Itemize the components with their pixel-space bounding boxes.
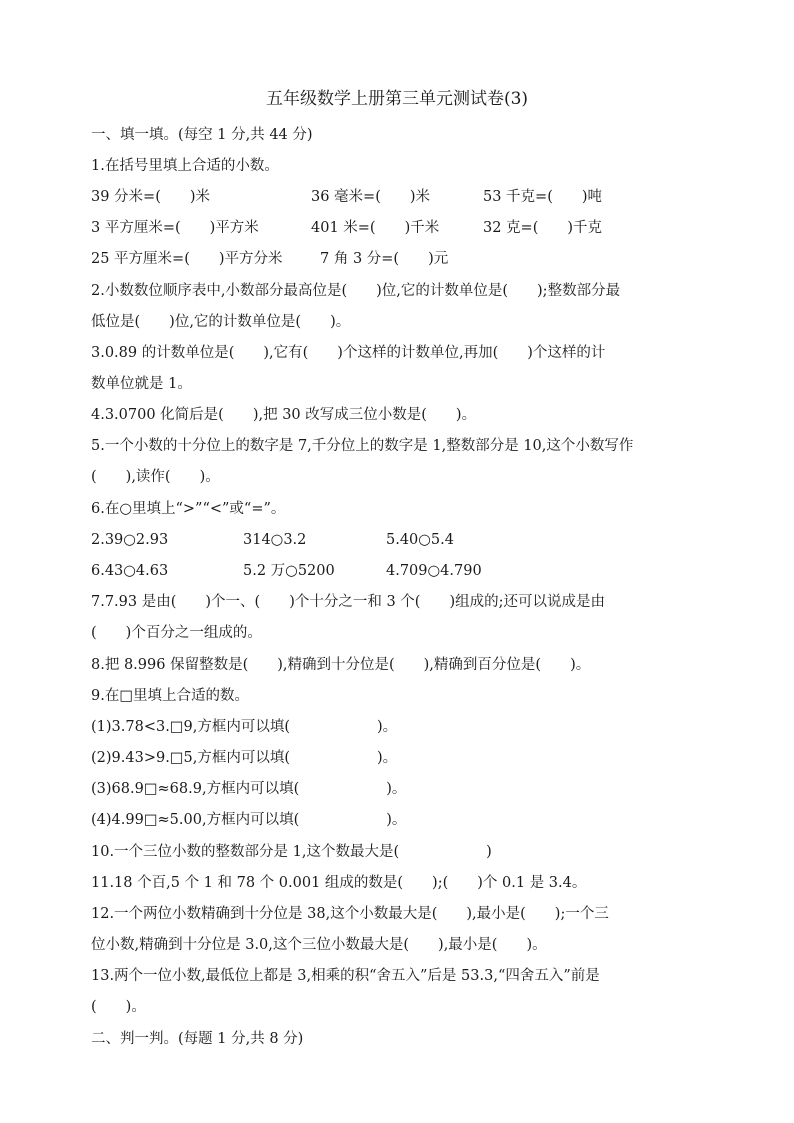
section-heading-judge: 二、判一判。(每题 1 分,共 8 分): [91, 1031, 304, 1047]
question-7-line-2: ( )个百分之一组成的。: [91, 625, 262, 641]
question-5-line-1: 5.一个小数的十分位上的数字是 7,千分位上的数字是 1,整数部分是 10,这个小数写作: [91, 438, 634, 454]
question-4: 4.3.0700 化简后是( ),把 30 改写成三位小数是( )。: [91, 407, 477, 423]
question-2-line-2: 低位是( )位,它的计数单位是( )。: [91, 314, 351, 330]
question-9-sub-4: (4)4.99□≈5.00,方框内可以填( )。: [91, 812, 407, 828]
question-12-line-1: 12.一个两位小数精确到十分位是 38,这个小数最大是( ),最小是( );一个三: [91, 906, 609, 922]
question-11: 11.18 个百,5 个 1 和 78 个 0.001 组成的数是( );( )个 0.1 是 3.4。: [91, 875, 587, 891]
q1-item: 401 米=( )千米: [311, 220, 440, 236]
question-10: 10.一个三位小数的整数部分是 1,这个数最大是( ): [91, 844, 492, 860]
q6-item: 5.40○5.4: [386, 532, 454, 548]
question-1: 1.在括号里填上合适的小数。: [91, 158, 279, 174]
question-8: 8.把 8.996 保留整数是( ),精确到十分位是( ),精确到百分位是( )。: [91, 657, 591, 673]
question-3-line-1: 3.0.89 的计数单位是( ),它有( )个这样的计数单位,再加( )个这样的计: [91, 345, 606, 361]
question-12-line-2: 位小数,精确到十分位是 3.0,这个三位小数最大是( ),最小是( )。: [91, 937, 547, 953]
q1-item: 3 平方厘米=( )平方米: [91, 220, 259, 236]
q1-item: 39 分米=( )米: [91, 189, 211, 205]
q6-item: 5.2 万○5200: [243, 563, 335, 579]
question-7-line-1: 7.7.93 是由( )个一、( )个十分之一和 3 个( )组成的;还可以说成是由: [91, 594, 605, 610]
question-9: 9.在□里填上合适的数。: [91, 688, 250, 704]
question-9-sub-3: (3)68.9□≈68.9,方框内可以填( )。: [91, 781, 407, 797]
question-13-line-2: ( )。: [91, 999, 146, 1015]
q1-item: 36 毫米=( )米: [311, 189, 431, 205]
question-13-line-1: 13.两个一位小数,最低位上都是 3,相乘的积“舍五入”后是 53.3,“四舍五入”前是: [91, 968, 600, 984]
q6-item: 314○3.2: [243, 532, 307, 548]
q1-item: 53 千克=( )吨: [483, 189, 603, 205]
q6-item: 2.39○2.93: [91, 532, 169, 548]
q1-item: 25 平方厘米=( )平方分米: [91, 251, 283, 267]
section-heading-fill: 一、填一填。(每空 1 分,共 44 分): [91, 127, 313, 143]
q1-item: 7 角 3 分=( )元: [320, 251, 449, 267]
q6-item: 6.43○4.63: [91, 563, 169, 579]
question-6: 6.在○里填上“>”“<”或“=”。: [91, 501, 286, 517]
question-5-line-2: ( ),读作( )。: [91, 469, 220, 485]
page-title: 五年级数学上册第三单元测试卷(3): [265, 89, 529, 109]
q1-item: 32 克=( )千克: [483, 220, 603, 236]
question-9-sub-2: (2)9.43>9.□5,方框内可以填( )。: [91, 750, 398, 766]
question-9-sub-1: (1)3.78<3.□9,方框内可以填( )。: [91, 719, 398, 735]
question-3-line-2: 数单位就是 1。: [91, 376, 192, 392]
question-2-line-1: 2.小数数位顺序表中,小数部分最高位是( )位,它的计数单位是( );整数部分最: [91, 283, 621, 299]
q6-item: 4.709○4.790: [386, 563, 482, 579]
